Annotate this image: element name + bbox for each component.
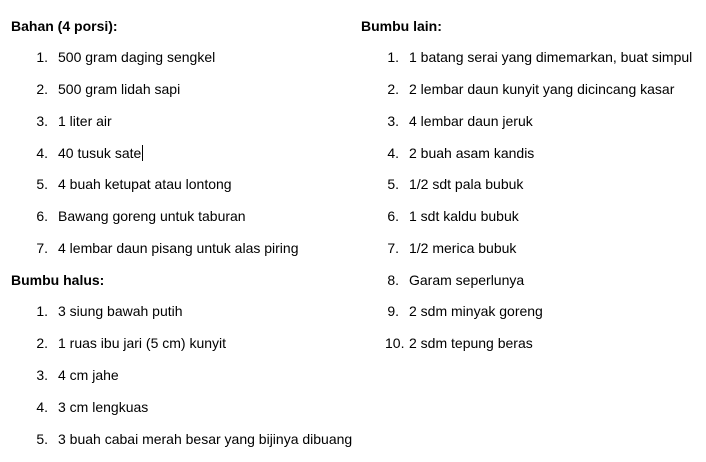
list-item[interactable]: 7. 4 lembar daun pisang untuk alas piring bbox=[36, 240, 299, 256]
list-item[interactable]: 6. 1 sdt kaldu bubuk bbox=[387, 208, 519, 224]
list-item[interactable]: 5. 4 buah ketupat atau lontong bbox=[36, 176, 232, 192]
list-item[interactable]: 4. 2 buah asam kandis bbox=[387, 145, 535, 161]
list-item[interactable]: 1. 500 gram daging sengkel bbox=[36, 49, 216, 65]
list-item[interactable]: 2. 2 lembar daun kunyit yang dicincang kasar bbox=[387, 81, 675, 97]
list-item[interactable]: 3. 1 liter air bbox=[36, 113, 112, 129]
list-item[interactable]: 7. 1/2 merica bubuk bbox=[387, 240, 517, 256]
text-cursor bbox=[142, 145, 143, 161]
list-item[interactable]: 2. 500 gram lidah sapi bbox=[36, 81, 181, 97]
heading-bahan: Bahan (4 porsi): bbox=[11, 18, 118, 34]
list-item[interactable]: 2. 1 ruas ibu jari (5 cm) kunyit bbox=[36, 335, 227, 351]
list-item[interactable]: 6. Bawang goreng untuk taburan bbox=[36, 208, 246, 224]
list-item[interactable]: 8. Garam seperlunya bbox=[387, 272, 525, 288]
list-item[interactable]: 5. 3 buah cabai merah besar yang bijinya dibuang bbox=[36, 431, 353, 447]
heading-bumbu-lain: Bumbu lain: bbox=[361, 18, 442, 34]
list-item[interactable]: 10. 2 sdm tepung beras bbox=[385, 335, 533, 351]
list-item[interactable]: 1. 3 siung bawah putih bbox=[36, 303, 183, 319]
list-item[interactable]: 5. 1/2 sdt pala bubuk bbox=[387, 176, 524, 192]
list-item[interactable]: 4. 3 cm lengkuas bbox=[36, 399, 149, 415]
list-item[interactable]: 3. 4 lembar daun jeruk bbox=[387, 113, 533, 129]
heading-bumbu-halus: Bumbu halus: bbox=[11, 272, 105, 288]
list-item[interactable]: 4. 40 tusuk sate bbox=[36, 145, 142, 161]
list-item[interactable]: 1. 1 batang serai yang dimemarkan, buat simpul bbox=[387, 49, 693, 65]
list-item[interactable]: 9. 2 sdm minyak goreng bbox=[387, 303, 543, 319]
list-item[interactable]: 3. 4 cm jahe bbox=[36, 367, 119, 383]
